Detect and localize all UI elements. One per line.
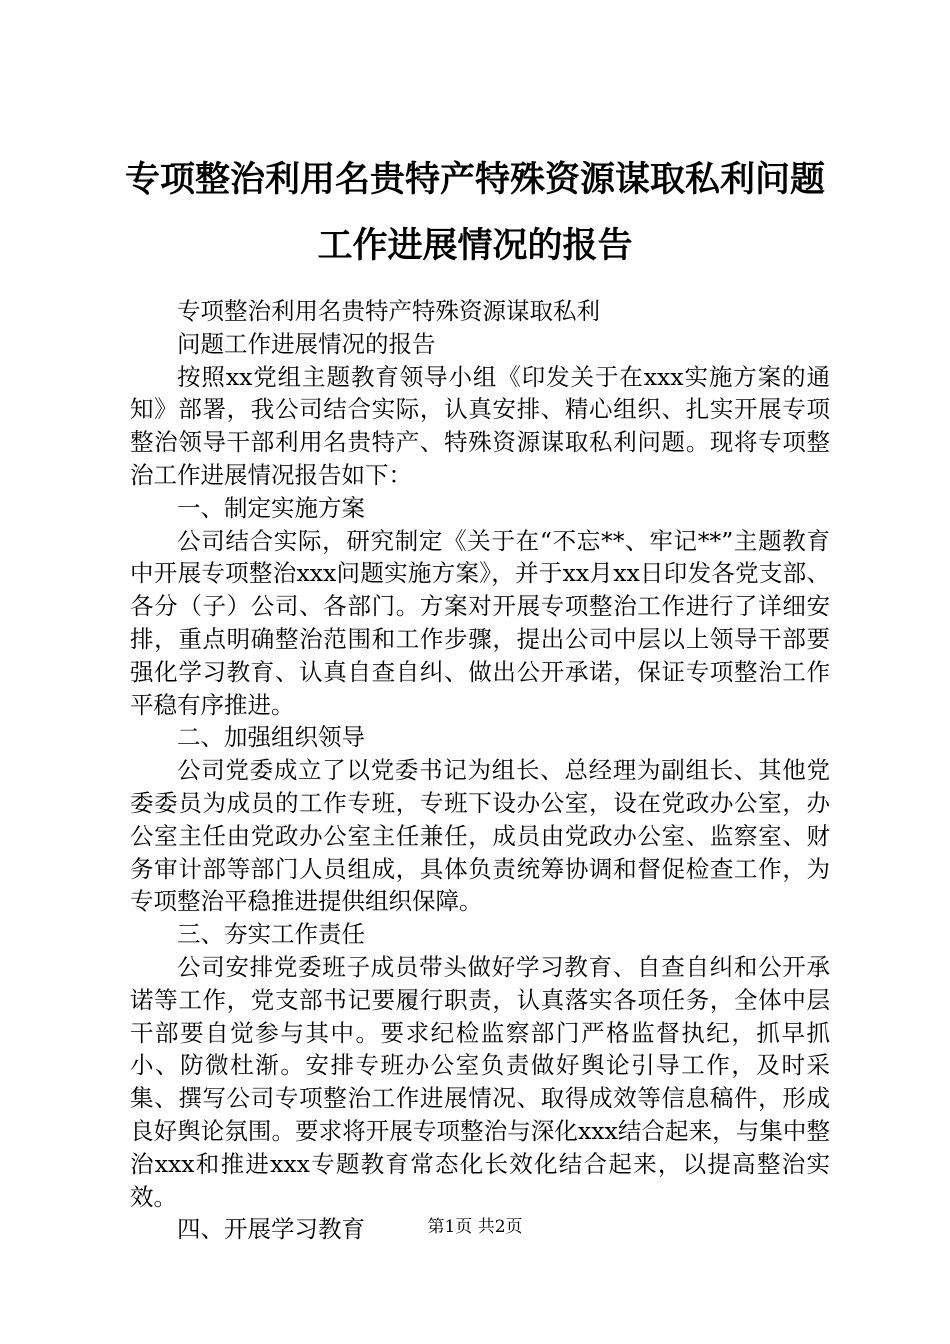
section-heading-3: 三、夯实工作责任: [177, 920, 365, 949]
subtitle-line-2: 问题工作进展情况的报告: [177, 329, 436, 358]
document-body: [130, 295, 830, 1246]
section-paragraph-2: 公司党委成立了以党委书记为组长、总经理为副组长、其他党委委员为成员的工作专班，专班下设办公室，设在党政办公室，办公室主任由党政办公室主任兼任，成员由党政办公室、监察室、财务审计部等部门人员组成，具体负责统筹协调和督促检查工作，为专项整治平稳推进提供组织保障。: [130, 756, 830, 916]
subtitle-line-1: 专项整治利用名贵特产特殊资源谋取私利: [177, 297, 600, 325]
document-title-line-2: 工作进展情况的报告: [317, 225, 633, 266]
document-title-line-1: 专项整治利用名贵特产特殊资源谋取私利问题: [124, 159, 825, 200]
page-footer: 第1页 共2页: [427, 1217, 523, 1237]
section-heading-1: 一、制定实施方案: [177, 493, 365, 522]
section-heading-2: 二、加强组织领导: [177, 723, 365, 752]
section-heading-4: 四、开展学习教育: [177, 1215, 365, 1244]
intro-paragraph: 按照xx党组主题教育领导小组《印发关于在xxx实施方案的通知》部署，我公司结合实际，认真安排、精心组织、扎实开展专项整治领导干部利用名贵特产、特殊资源谋取私利问题。现将专项整治工作进展情况报告如下：: [130, 362, 830, 489]
section-paragraph-1: 公司结合实际，研究制定《关于在“不忘**、牢记**”主题教育中开展专项整治xxx问题实施方案》，并于xx月xx日印发各党支部、各分（子）公司、各部门。方案对开展专项整治工作进行了详细安排，重点明确整治范围和工作步骤，提出公司中层以上领导干部要强化学习教育、认真自查自纠、做出公开承诺，保证专项整治工作平稳有序推进。: [130, 526, 830, 719]
section-paragraph-3: 公司安排党委班子成员带头做好学习教育、自查自纠和公开承诺等工作，党支部书记要履行职责，认真落实各项任务，全体中层干部要自觉参与其中。要求纪检监察部门严格监督执纪，抓早抓小、防微杜渐。安排专班办公室负责做好舆论引导工作，及时采集、撰写公司专项整治工作进展情况、取得成效等信息稿件，形成良好舆论氛围。要求将开展专项整治与深化xxx结合起来，与集中整治xxx和推进xxx专题教育常态化长效化结合起来，以提高整治实效。: [130, 952, 830, 1211]
